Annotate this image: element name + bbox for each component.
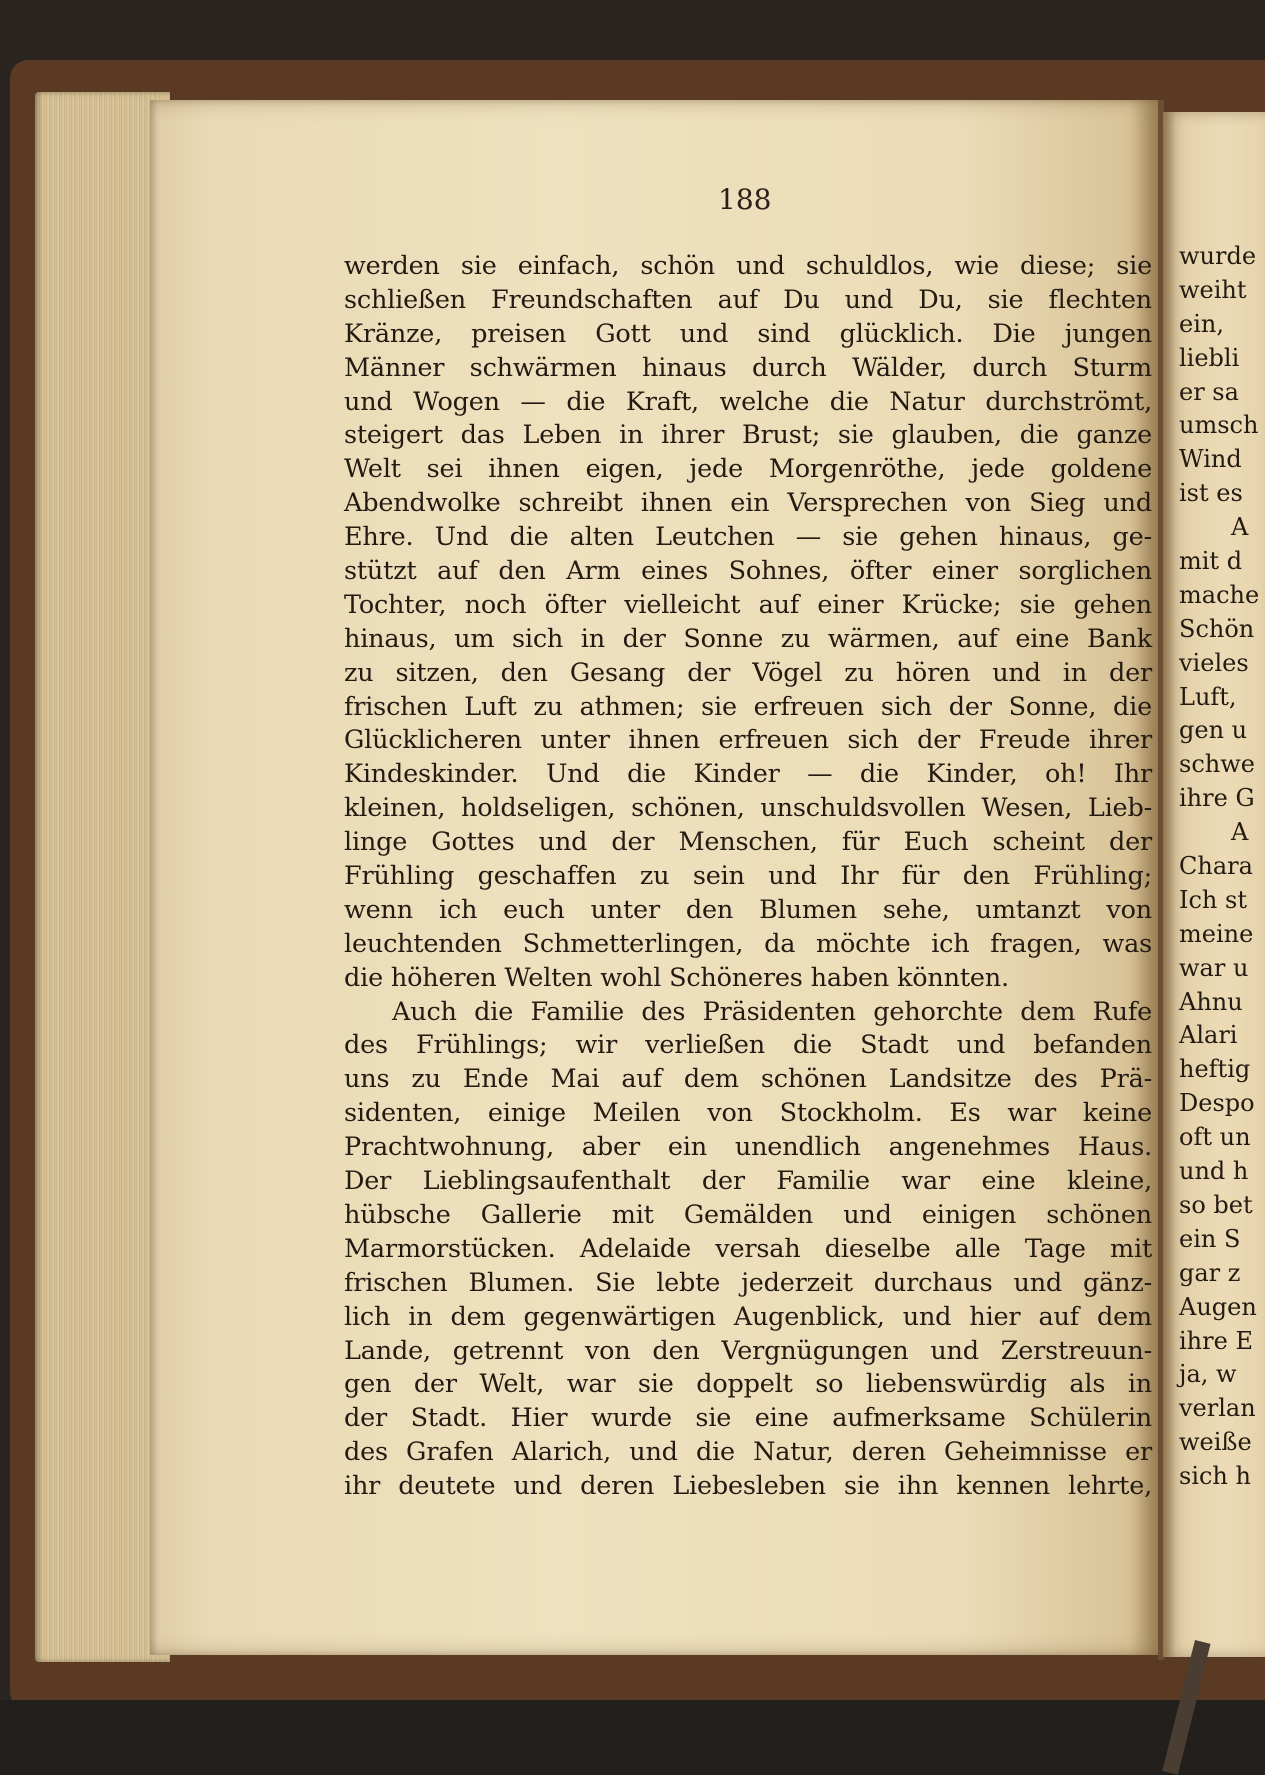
text-line: Prachtwohnung, aber ein unendlich angenehmes Haus. [344,1132,1152,1163]
right-page [1163,112,1265,1657]
text-line: kleinen, holdseligen, schönen, unschuldsvollen Wesen, Lieb- [344,793,1152,824]
right-page-line: heftig [1179,1055,1251,1084]
text-line: Auch die Familie des Präsidenten gehorchte dem Rufe [392,996,1152,1027]
right-page-line: Despo [1179,1089,1255,1118]
text-line: gen der Welt, war sie doppelt so liebenswürdig als in [344,1369,1152,1400]
right-page-line: A [1231,818,1249,847]
right-page-line: ist es [1179,479,1243,508]
right-page-line: er sa [1179,377,1239,406]
text-line: Männer schwärmen hinaus durch Wälder, durch Sturm [344,352,1152,383]
right-page-line: mache [1179,580,1260,609]
text-line: uns zu Ende Mai auf dem schönen Landsitze des Prä- [344,1064,1152,1095]
text-line: Lande, getrennt von den Vergnügungen und Zerstreuun- [344,1335,1152,1366]
right-page-line: Chara [1179,852,1253,881]
text-line: sidenten, einige Meilen von Stockholm. Es war keine [344,1098,1152,1129]
right-page-line: gen u [1179,716,1248,745]
right-page-line: umsch [1179,411,1259,440]
text-line: Glücklicheren unter ihnen erfreuen sich der Freude ihrer [344,725,1152,756]
text-line: Ehre. Und die alten Leutchen — sie gehen hinaus, ge- [344,522,1152,553]
text-line: Der Lieblingsaufenthalt der Familie war eine kleine, [344,1166,1152,1197]
right-page-line: wurde [1179,242,1257,270]
right-page-line: mit d [1179,547,1243,576]
right-page-line: Alari [1179,1021,1238,1050]
text-line: ihr deutete und deren Liebesleben sie ihn kennen lehrte, [344,1471,1152,1502]
text-line: Tochter, noch öfter vielleicht auf einer Krücke; sie gehen [344,589,1152,620]
right-page-line: vieles [1179,648,1249,677]
text-line: frischen Blumen. Sie lebte jederzeit durchaus und gänz- [344,1267,1152,1298]
text-line: die höheren Welten wohl Schöneres haben könnten. [344,962,1009,993]
right-page-line: gar z [1179,1258,1241,1287]
right-page-line: Schön [1179,614,1255,643]
text-line: Welt sei ihnen eigen, jede Morgenröthe, jede goldene [344,454,1152,485]
right-page-line: Augen [1179,1292,1257,1321]
text-line: hübsche Gallerie mit Gemälden und einigen schönen [344,1199,1152,1230]
text-line: steigert das Leben in ihrer Brust; sie glauben, die ganze [344,420,1152,451]
right-page-line: liebli [1179,343,1240,372]
right-page-line: sich h [1179,1462,1251,1491]
right-page-line: ein, [1179,309,1224,338]
text-line: des Frühlings; wir verließen die Stadt und befanden [344,1030,1152,1061]
right-page-line: ein S [1179,1224,1241,1253]
right-page-line: ihre G [1179,784,1255,813]
text-line: Kränze, preisen Gott und sind glücklich. Die jungen [344,318,1152,349]
text-line: Frühling geschaffen zu sein und Ihr für den Frühling; [344,861,1152,892]
right-page-line: schwe [1179,750,1255,779]
text-line: frischen Luft zu athmen; sie erfreuen sich der Sonne, die [344,691,1152,722]
right-page-line: Luft, [1179,682,1237,711]
right-page-line: ja, w [1179,1360,1237,1389]
text-line: wenn ich euch unter den Blumen sehe, umtanzt von [344,894,1152,925]
text-line: linge Gottes und der Menschen, für Euch scheint der [344,827,1152,858]
page-number: 188 [718,183,772,216]
text-line: der Stadt. Hier wurde sie eine aufmerksame Schülerin [344,1403,1152,1434]
right-page-line: war u [1179,953,1249,982]
main-text-block [344,250,1152,1504]
right-page-line: oft un [1179,1123,1251,1152]
right-page-line: verlan [1179,1394,1256,1423]
background-shadow [0,1700,1265,1775]
text-line: und Wogen — die Kraft, welche die Natur durchströmt, [344,386,1152,417]
text-line: werden sie einfach, schön und schuldlos, wie diese; sie [344,251,1152,281]
text-line: des Grafen Alarich, und die Natur, deren Geheimnisse er [344,1437,1152,1468]
right-page-text [1179,240,1265,1494]
right-page-line: weiße [1179,1428,1252,1457]
text-line: hinaus, um sich in der Sonne zu wärmen, auf eine Bank [344,623,1152,654]
right-page-line: ihre E [1179,1326,1253,1355]
right-page-line: so bet [1179,1190,1253,1219]
text-line: Kindeskinder. Und die Kinder — die Kinder, oh! Ihr [344,759,1152,790]
text-line: Marmorstücken. Adelaide versah dieselbe alle Tage mit [344,1233,1152,1264]
right-page-line: Wind [1179,445,1242,474]
text-line: zu sitzen, den Gesang der Vögel zu hören und in der [344,657,1152,688]
right-page-line: Ahnu [1179,987,1243,1016]
text-line: stützt auf den Arm eines Sohnes, öfter einer sorglichen [344,556,1152,587]
right-page-line: und h [1179,1157,1249,1186]
right-page-line: weiht [1179,275,1247,304]
text-line: Abendwolke schreibt ihnen ein Versprechen von Sieg und [344,488,1152,519]
right-page-line: Ich st [1179,885,1247,914]
right-page-line: A [1231,513,1249,542]
right-page-line: meine [1179,919,1254,948]
text-line: lich in dem gegenwärtigen Augenblick, und hier auf dem [344,1301,1152,1332]
text-line: leuchtenden Schmetterlingen, da möchte ich fragen, was [344,928,1152,959]
text-line: schließen Freundschaften auf Du und Du, sie flechten [344,284,1152,315]
